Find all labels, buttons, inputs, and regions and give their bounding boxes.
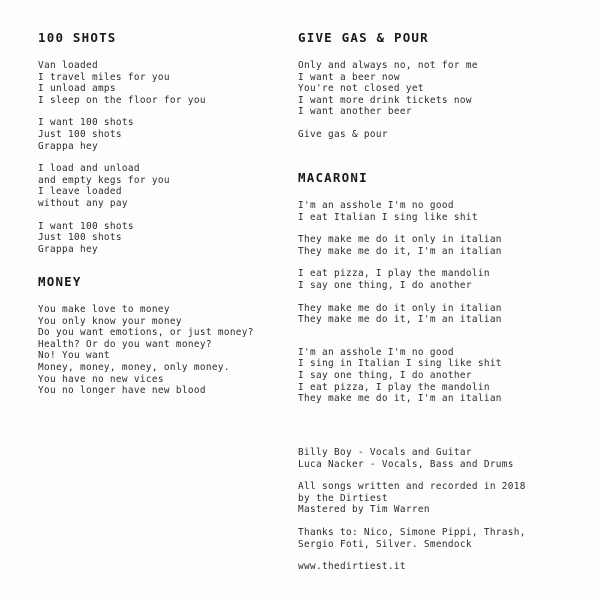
credits-musicians (298, 447, 578, 470)
stanza (298, 303, 502, 326)
stanza (38, 304, 254, 397)
credits-recording (298, 481, 578, 516)
lyric-line: I eat Italian I sing like shit (298, 211, 478, 223)
song-100-shots (38, 30, 206, 266)
song-title: GIVE GAS & POUR (298, 30, 429, 45)
stanza (38, 117, 206, 152)
lyric-line: Just 100 shots (38, 128, 122, 140)
stanza (298, 347, 502, 405)
stanza (38, 163, 206, 209)
lyric-line: I say one thing, I do another (298, 279, 472, 291)
stanza (298, 234, 502, 257)
lyric-line: Only and always no, not for me (298, 60, 478, 71)
lyric-line: You no longer have new blood (38, 385, 206, 397)
lyric-line: Van loaded (38, 60, 98, 71)
lyric-line: Give gas & pour (298, 128, 388, 140)
album-credits (298, 447, 578, 584)
lyric-line: I travel miles for you (38, 71, 170, 83)
credits-thanks (298, 527, 578, 550)
lyric-line: Do you want emotions, or just money? (38, 327, 254, 339)
lyric-line: and empty kegs for you (38, 174, 170, 186)
lyric-line: I want 100 shots (38, 117, 134, 129)
lyric-line: Grappa hey (38, 140, 98, 152)
lyric-line: You make love to money (38, 304, 170, 315)
lyric-line: Money, money, money, only money. (38, 361, 230, 373)
song-give-gas-and-pour (298, 30, 478, 152)
lyric-line: I want another beer (298, 106, 412, 118)
lyric-line: I want a beer now (298, 71, 400, 83)
lyric-line: I eat pizza, I play the mandolin (298, 268, 490, 280)
lyric-line: I'm an asshole I'm no good (298, 200, 454, 211)
lyric-line: I say one thing, I do another (298, 369, 472, 381)
credit-line: Sergio Foti, Silver. Smendock (298, 538, 472, 550)
song-title: MONEY (38, 274, 82, 289)
stanza (38, 221, 206, 256)
lyric-line: Just 100 shots (38, 232, 122, 244)
lyric-line: I eat pizza, I play the mandolin (298, 381, 490, 393)
lyric-line: They make me do it, I'm an italian (298, 314, 502, 326)
stanza (298, 200, 502, 223)
lyric-line: No! You want (38, 350, 110, 362)
lyric-line: Grappa hey (38, 243, 98, 255)
lyric-line: They make me do it, I'm an italian (298, 245, 502, 257)
lyric-line: I want more drink tickets now (298, 94, 472, 106)
lyric-line: You're not closed yet (298, 83, 424, 95)
lyric-line: I sleep on the floor for you (38, 94, 206, 106)
lyric-line: I unload amps (38, 83, 116, 95)
credit-line: All songs written and recorded in 2018 (298, 481, 526, 493)
stanza (38, 60, 206, 106)
lyric-line: without any pay (38, 197, 128, 209)
lyric-line: I want 100 shots (38, 220, 134, 232)
lyric-line: Health? Or do you want money? (38, 338, 212, 350)
stanza (298, 268, 502, 291)
lyric-line: I sing in Italian I sing like shit (298, 358, 502, 370)
lyric-line: You have no new vices (38, 373, 164, 385)
song-macaroni (298, 170, 502, 416)
song-title: MACARONI (298, 170, 368, 185)
credit-line: Mastered by Tim Warren (298, 504, 430, 516)
lyric-line: I'm an asshole I'm no good (298, 346, 454, 358)
lyric-line: I leave loaded (38, 186, 122, 198)
song-money (38, 274, 254, 408)
credit-line: Thanks to: Nico, Simone Pippi, Thrash, (298, 526, 526, 538)
stanza (298, 129, 478, 141)
lyric-line: You only know your money (38, 315, 182, 327)
lyric-line: They make me do it only in italian (298, 302, 502, 314)
credit-line: Billy Boy - Vocals and Guitar (298, 447, 472, 458)
credit-line: by the Dirtiest (298, 492, 388, 504)
website-url: www.thedirtiest.it (298, 561, 406, 573)
credit-line: Luca Nacker - Vocals, Bass and Drums (298, 458, 514, 470)
song-title: 100 SHOTS (38, 30, 117, 45)
lyric-line: I load and unload (38, 163, 140, 175)
lyric-line: They make me do it, I'm an italian (298, 393, 502, 405)
credits-website (298, 561, 578, 573)
stanza (298, 60, 478, 118)
lyric-line: They make me do it only in italian (298, 234, 502, 246)
